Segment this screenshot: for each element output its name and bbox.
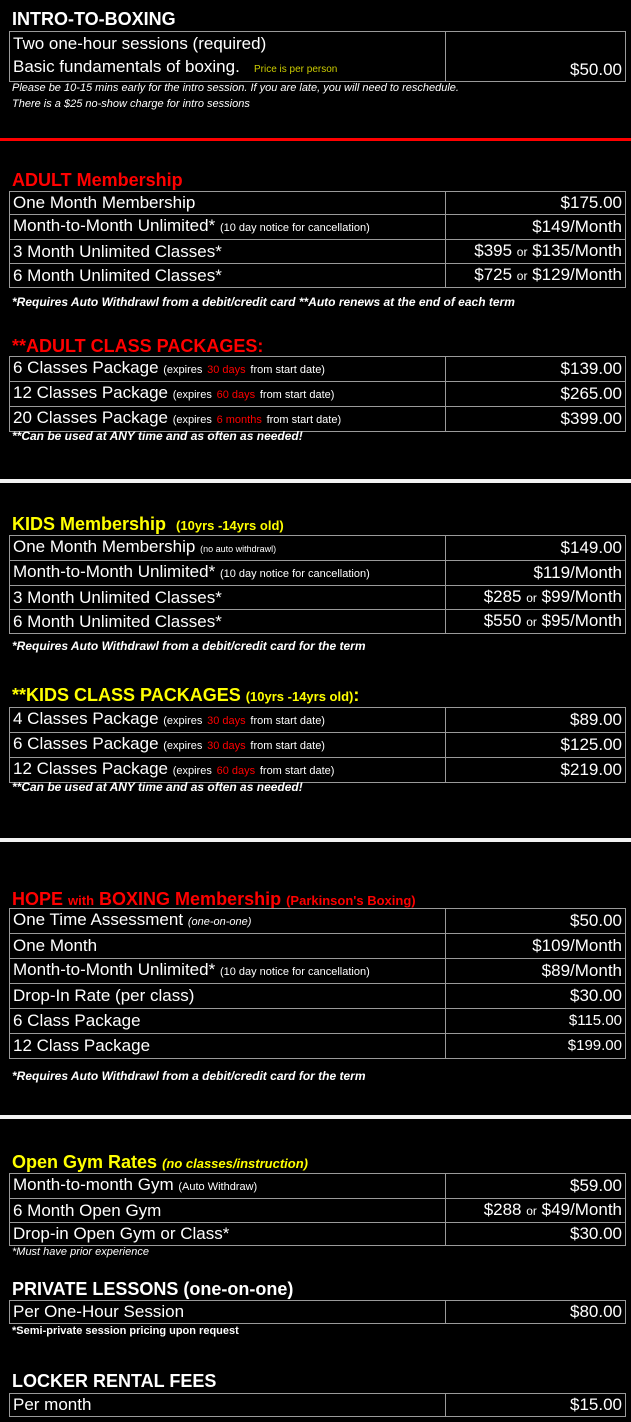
table-row: 4 Classes Package (expires 30 days from start date) $89.00 — [10, 708, 626, 733]
intro-price: $50.00 — [446, 32, 626, 82]
table-row: Per month $15.00 — [10, 1394, 626, 1417]
kids-packages-table — [9, 707, 626, 783]
table-row: 12 Classes Package (expires 60 days from start date) $265.00 — [10, 382, 626, 407]
open-gym-table — [9, 1173, 626, 1246]
intro-line1: Two one-hour sessions (required) — [10, 32, 446, 57]
section-divider — [0, 838, 631, 842]
section-divider-red — [0, 138, 631, 141]
intro-heading: INTRO-TO-BOXING — [12, 9, 176, 29]
hope-membership-table — [9, 908, 626, 1059]
table-row: 6 Classes Package (expires 30 days from start date) $139.00 — [10, 357, 626, 382]
hope-membership-heading: HOPE with BOXING Membership (Parkinson's Boxing) — [12, 889, 416, 909]
table-row: 3 Month Unlimited Classes* $395 or $135/Month — [10, 240, 626, 264]
table-row: Month-to-month Gym (Auto Withdraw) $59.00 — [10, 1174, 626, 1199]
adult-packages-footnote: **Can be used at ANY time and as often as needed! — [12, 429, 303, 443]
table-row: One Month $109/Month — [10, 934, 626, 959]
table-row: 12 Class Package $199.00 — [10, 1034, 626, 1059]
hope-membership-footnote: *Requires Auto Withdrawl from a debit/credit card for the term — [12, 1069, 366, 1083]
table-row: Drop-In Rate (per class) $30.00 — [10, 984, 626, 1009]
table-row: Month-to-Month Unlimited* (10 day notice for cancellation) $89/Month — [10, 959, 626, 984]
section-divider — [0, 1115, 631, 1119]
table-row: Month-to-Month Unlimited* (10 day notice for cancellation) $149/Month — [10, 215, 626, 240]
intro-line2: Basic fundamentals of boxing. Price is per person — [10, 56, 446, 82]
table-row: 6 Classes Package (expires 30 days from start date) $125.00 — [10, 733, 626, 758]
per-person-note: Price is per person — [253, 64, 338, 75]
kids-membership-footnote: *Requires Auto Withdrawl from a debit/credit card for the term — [12, 639, 366, 653]
adult-membership-footnote: *Requires Auto Withdrawl from a debit/credit card **Auto renews at the end of each term — [12, 295, 515, 309]
kids-membership-table — [9, 535, 626, 634]
section-divider — [0, 479, 631, 483]
adult-membership-heading: ADULT Membership — [12, 170, 183, 190]
table-row: One Month Membership (no auto withdrawl) $149.00 — [10, 536, 626, 561]
kids-packages-footnote: **Can be used at ANY time and as often as needed! — [12, 780, 303, 794]
intro-price-table — [9, 31, 626, 82]
table-row: Per One-Hour Session $80.00 — [10, 1301, 626, 1324]
table-row: 3 Month Unlimited Classes* $285 or $99/Month — [10, 586, 626, 610]
adult-packages-table — [9, 356, 626, 432]
locker-table — [9, 1393, 626, 1417]
private-lessons-table — [9, 1300, 626, 1324]
open-gym-footnote: *Must have prior experience — [12, 1246, 149, 1258]
table-row: One Month Membership $175.00 — [10, 192, 626, 215]
table-row: Drop-in Open Gym or Class* $30.00 — [10, 1223, 626, 1246]
private-lessons-footnote: *Semi-private session pricing upon request — [12, 1325, 239, 1337]
table-row: 6 Month Unlimited Classes* $550 or $95/Month — [10, 610, 626, 634]
kids-packages-heading: **KIDS CLASS PACKAGES (10yrs -14yrs old): — [12, 685, 360, 705]
table-row: 6 Month Unlimited Classes* $725 or $129/Month — [10, 264, 626, 288]
table-row: 12 Classes Package (expires 60 days from start date) $219.00 — [10, 758, 626, 783]
table-row: Month-to-Month Unlimited* (10 day notice for cancellation) $119/Month — [10, 561, 626, 586]
table-row: One Time Assessment (one-on-one) $50.00 — [10, 909, 626, 934]
intro-note-2: There is a $25 no-show charge for intro sessions — [12, 98, 250, 110]
intro-note-1: Please be 10-15 mins early for the intro session. If you are late, you will need to reschedule. — [12, 82, 459, 94]
adult-packages-heading: **ADULT CLASS PACKAGES: — [12, 336, 264, 356]
kids-membership-heading: KIDS Membership (10yrs -14yrs old) — [12, 514, 284, 534]
open-gym-heading: Open Gym Rates (no classes/instruction) — [12, 1152, 308, 1172]
table-row: 20 Classes Package (expires 6 months from start date) $399.00 — [10, 407, 626, 432]
private-lessons-heading: PRIVATE LESSONS (one-on-one) — [12, 1279, 294, 1299]
table-row: 6 Class Package $115.00 — [10, 1009, 626, 1034]
locker-heading: LOCKER RENTAL FEES — [12, 1371, 217, 1391]
table-row: 6 Month Open Gym $288 or $49/Month — [10, 1199, 626, 1223]
adult-membership-table — [9, 191, 626, 288]
